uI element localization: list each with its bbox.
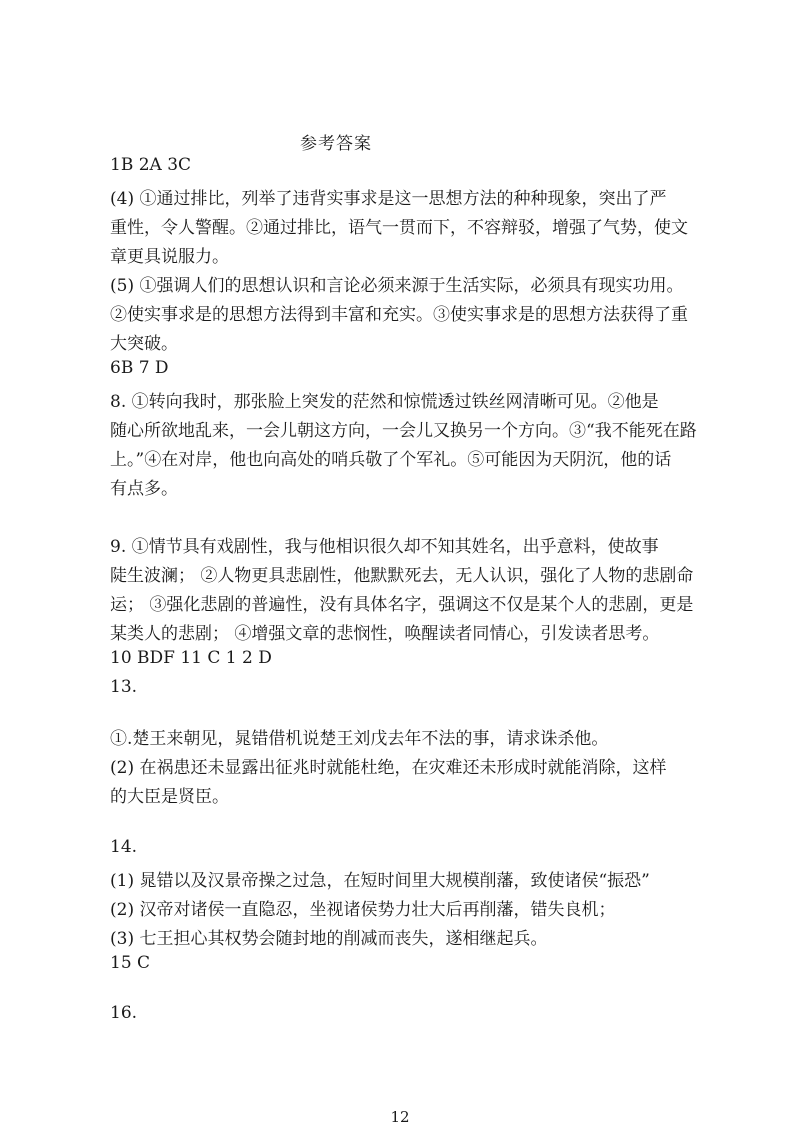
q4-line-3: 章更具说服力。 xyxy=(110,247,229,267)
q13-label: 13. xyxy=(110,677,138,697)
q14-label: 14. xyxy=(110,837,138,857)
q16-label: 16. xyxy=(110,1003,138,1023)
page-title: 参考答案 xyxy=(300,134,372,154)
answers-1-3: 1B 2A 3C xyxy=(110,155,192,175)
q13-answer-2-line-1: (2) 在祸患还未显露出征兆时就能杜绝，在灾难还未形成时就能消除，这样 xyxy=(110,758,667,778)
q13-answer-2-line-2: 的大臣是贤臣。 xyxy=(110,787,229,807)
page-number: 12 xyxy=(390,1108,410,1126)
q8-line-2: 随心所欲地乱来，一会儿朝这方向，一会儿又换另一个方向。③“我不能死在路 xyxy=(110,421,697,441)
q14-answer-1: (1) 晁错以及汉景帝操之过急，在短时间里大规模削藩，致使诸侯“振恐” xyxy=(110,871,650,891)
q9-line-1: 9. ①情节具有戏剧性，我与他相识很久却不知其姓名，出乎意料，使故事 xyxy=(110,537,659,557)
q14-answer-2: (2) 汉帝对诸侯一直隐忍，坐视诸侯势力壮大后再削藩，错失良机； xyxy=(110,900,616,920)
q8-line-1: 8. ①转向我时，那张脸上突发的茫然和惊慌透过铁丝网清晰可见。②他是 xyxy=(110,392,659,412)
q4-line-1: (4) ①通过排比，列举了违背实事求是这一思想方法的种种现象，突出了严 xyxy=(110,189,667,209)
q5-line-1: (5) ①强调人们的思想认识和言论必须来源于生活实际，必须具有现实功用。 xyxy=(110,276,684,296)
answers-6-7: 6B 7 D xyxy=(110,358,169,378)
answers-10-12: 10 BDF 11 C 1 2 D xyxy=(110,648,272,668)
q4-line-2: 重性，令人警醒。②通过排比，语气一贯而下，不容辩驳，增强了气势，使文 xyxy=(110,218,688,238)
q8-line-3: 上。”④在对岸，他也向高处的哨兵敬了个军礼。⑤可能因为天阴沉，他的话 xyxy=(110,450,672,470)
q14-answer-3: (3) 七王担心其权势会随封地的削减而丧失，遂相继起兵。 xyxy=(110,929,548,949)
q9-line-4: 某类人的悲剧； ④增强文章的悲悯性，唤醒读者同情心，引发读者思考。 xyxy=(110,624,660,644)
q9-line-3: 运； ③强化悲剧的普遍性，没有具体名字，强调这不仅是某个人的悲剧，更是 xyxy=(110,595,694,615)
answer-15: 15 C xyxy=(110,953,151,973)
q9-line-2: 陡生波澜； ②人物更具悲剧性，他默默死去，无人认识，强化了人物的悲剧命 xyxy=(110,566,694,586)
q5-line-3: 大突破。 xyxy=(110,334,178,354)
q13-answer-1: ①.楚王来朝见，晁错借机说楚王刘戊去年不法的事，请求诛杀他。 xyxy=(110,729,609,749)
q8-line-4: 有点多。 xyxy=(110,479,178,499)
q5-line-2: ②使实事求是的思想方法得到丰富和充实。③使实事求是的思想方法获得了重 xyxy=(110,305,688,325)
